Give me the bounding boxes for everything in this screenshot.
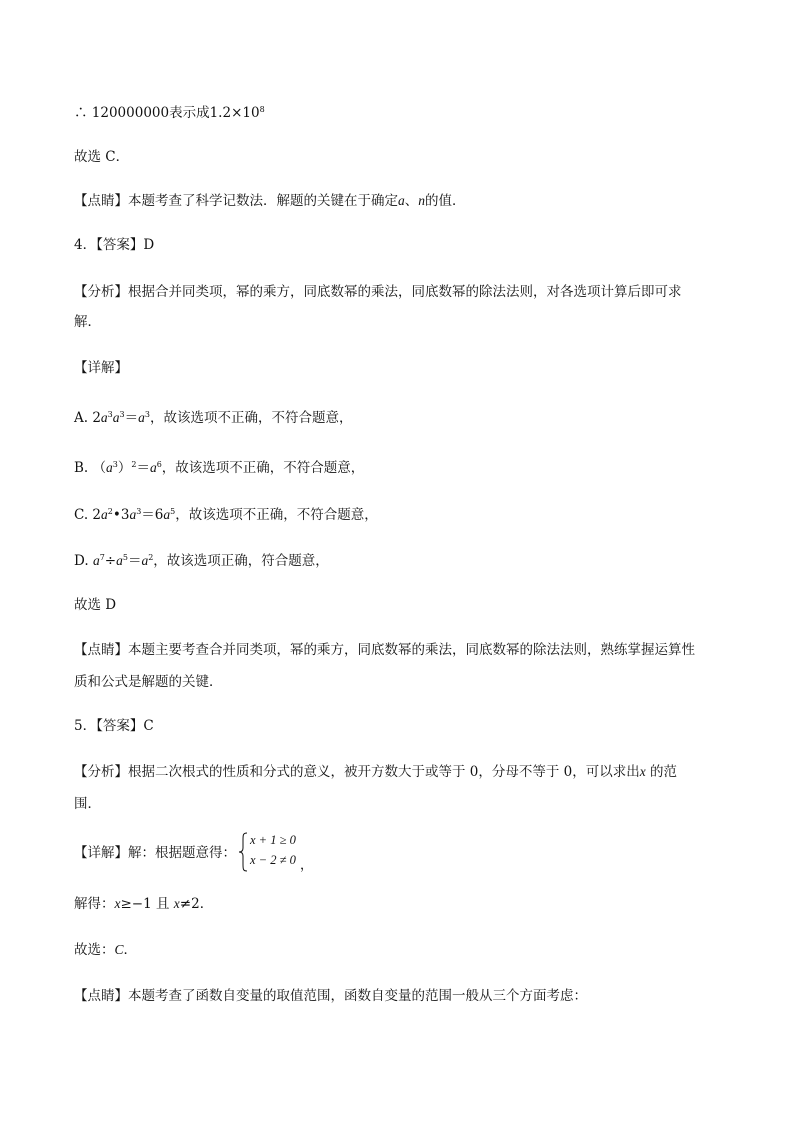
exponent: 2 <box>107 507 113 516</box>
exponent: 2 <box>131 460 137 469</box>
var-a: a <box>141 553 149 568</box>
exponent: 5 <box>170 507 176 516</box>
option-c-label: C. 2 <box>74 507 102 523</box>
answer-heading-q4: 4．【答案】D <box>74 237 155 253</box>
var-x: x <box>173 896 180 911</box>
inequality-1: x + 1 ≥ 0 <box>250 833 296 847</box>
option-b-label: B. （ <box>74 460 107 476</box>
equals-sign: ＝ <box>136 460 150 476</box>
var-a: a <box>106 460 113 475</box>
exponent: 3 <box>107 410 113 419</box>
var-a: a <box>116 553 123 568</box>
exponent: 3 <box>112 460 118 469</box>
option-c-verdict: ，故该选项不正确，不符合题意， <box>175 507 378 523</box>
equals-sign: ＝ <box>127 553 142 569</box>
answer-heading-q5: 5．【答案】C <box>74 718 154 734</box>
choice-label: 故选： <box>74 942 115 958</box>
var-a: a <box>163 507 171 522</box>
analysis-tail: 的范 <box>645 764 678 780</box>
choice-line-q4: 故选 D <box>74 597 117 613</box>
choice-tail: ． <box>123 942 138 958</box>
var-x: x <box>639 764 646 779</box>
inequality-2: x − 2 ≠ 0 <box>250 853 296 867</box>
option-b-verdict: ，故该选项不正确，不符合题意， <box>161 460 365 476</box>
option-a-verdict: ，故该选项不正确，不符合题意， <box>149 410 353 426</box>
var-a: a <box>149 460 157 475</box>
analysis-line-q4: 【分析】根据合并同类项，幂的乘方，同底数幂的乘法，同底数幂的除法法则，对各选项计算后即可求 <box>74 284 682 300</box>
var-x: x <box>114 896 121 911</box>
multiply-dot: •3 <box>112 507 130 523</box>
exponent: 7 <box>99 553 105 562</box>
option-b-line <box>74 459 364 477</box>
choice-letter: C <box>114 942 124 957</box>
choice-line-q5 <box>74 941 137 959</box>
left-brace-icon <box>238 832 248 872</box>
conclusion-text: ∴ 120000000表示成1.2×10 <box>74 105 260 121</box>
option-a-label: A. 2 <box>74 410 101 426</box>
analysis-text: 【分析】根据二次根式的性质和分式的意义，被开方数大于或等于 0，分母不等于 0，可以求出 <box>74 764 640 780</box>
var-a: a <box>112 410 120 425</box>
option-c-line <box>74 506 378 524</box>
var-n: n <box>418 193 425 208</box>
exponent: 3 <box>144 410 150 419</box>
system-comma: ， <box>300 858 314 873</box>
exponent: 3 <box>136 507 142 516</box>
option-d-line <box>74 552 329 570</box>
var-a: a <box>92 553 100 568</box>
separator: 、 <box>404 193 419 209</box>
var-a: a <box>138 410 145 425</box>
exponent: 5 <box>122 553 128 562</box>
exponent: 6 <box>156 460 162 469</box>
comment-line-q4-cont: 质和公式是解题的关键． <box>74 674 223 690</box>
comment-line-q3 <box>74 192 466 210</box>
comment-line-q4: 【点睛】本题主要考查合并同类项，幂的乘方，同底数幂的乘法，同底数幂的除法法则，熟练掌握运算性 <box>74 642 695 658</box>
detail-line-q5: 【详解】解：根据题意得： <box>74 845 236 861</box>
equals-sign: ＝ <box>124 410 139 426</box>
equals-sign: ＝6 <box>141 507 164 523</box>
divide-sign: ÷ <box>104 553 117 569</box>
option-a-line <box>74 409 352 427</box>
solution-line-q5 <box>74 895 213 913</box>
analysis-line-q5 <box>74 763 677 781</box>
detail-heading-q4: 【详解】 <box>74 360 128 376</box>
exponent: 8 <box>259 105 265 114</box>
paren-close: ） <box>117 460 132 476</box>
exponent: 3 <box>119 410 125 419</box>
analysis-line-q4-cont: 解． <box>74 314 101 330</box>
option-d-verdict: ，故该选项正确，符合题意， <box>153 553 329 569</box>
var-a: a <box>398 193 405 208</box>
choice-line: 故选 C． <box>74 149 130 165</box>
var-a: a <box>100 410 108 425</box>
comment-line-q5: 【点睛】本题考查了函数自变量的取值范围，函数自变量的范围一般从三个方面考虑： <box>74 988 587 1004</box>
solution-label: 解得： <box>74 896 115 912</box>
conclusion-line <box>74 104 265 122</box>
comment-tail: 的值． <box>425 193 466 209</box>
var-a: a <box>129 507 137 522</box>
option-d-label: D. <box>74 553 93 569</box>
exponent: 2 <box>148 553 154 562</box>
analysis-line-q5-cont: 围． <box>74 796 101 812</box>
solution-tail: ≠2． <box>179 896 214 912</box>
solution-mid: ≥−1 且 <box>120 896 174 912</box>
var-a: a <box>101 507 108 522</box>
comment-text: 【点睛】本题考查了科学记数法．解题的关键在于确定 <box>74 193 398 209</box>
